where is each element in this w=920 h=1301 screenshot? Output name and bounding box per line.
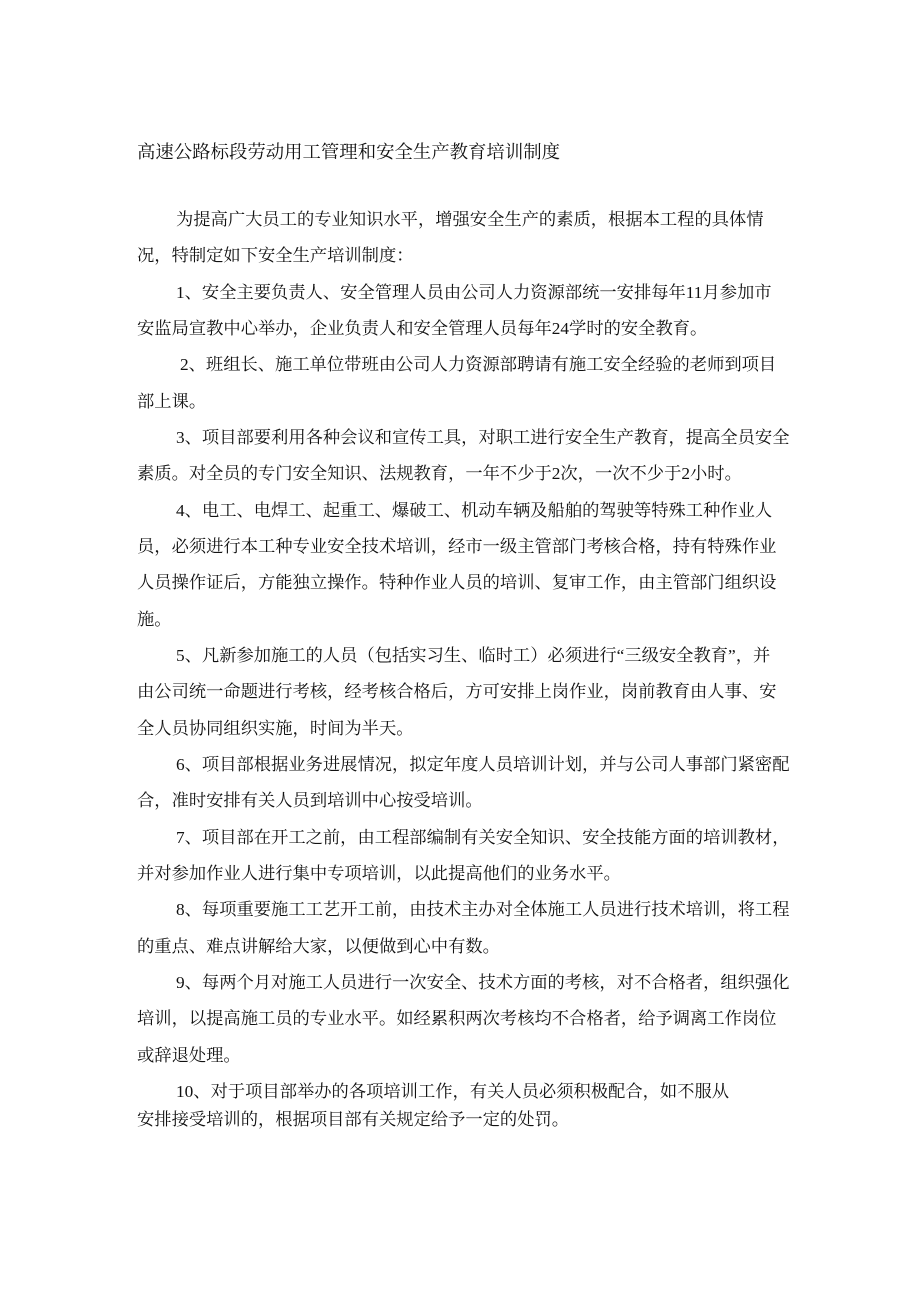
paragraph-line: 7、项目部在开工之前，由工程部编制有关安全知识、安全技能方面的培训教材， (176, 827, 790, 847)
paragraph-line: 施。 (137, 609, 172, 629)
paragraph-line: 安排接受培训的，根据项目部有关规定给予一定的处罚。 (137, 1110, 570, 1130)
paragraph-line: 1、安全主要负责人、安全管理人员由公司人力资源部统一安排每年11月参加市 (176, 282, 772, 302)
paragraph-line: 况，特制定如下安全生产培训制度： (137, 246, 414, 266)
paragraph-line: 4、电工、电焊工、起重工、爆破工、机动车辆及船舶的驾驶等特殊工种作业人 (176, 500, 773, 520)
paragraph-line: 3、项目部要利用各种会议和宣传工具，对职工进行安全生产教育，提高全员安全 (176, 427, 790, 447)
paragraph-item-2 (137, 347, 797, 420)
paragraph-item-10 (137, 1074, 797, 1139)
paragraph-item-8 (137, 892, 797, 965)
paragraph-item-7 (137, 820, 797, 893)
paragraph-line: 人员操作证后，方能独立操作。特种作业人员的培训、复审工作，由主管部门组织设 (137, 573, 777, 593)
paragraph-item-6 (137, 747, 797, 820)
paragraph-item-9 (137, 965, 797, 1074)
paragraph-line: 全人员协同组织实施，时间为半天。 (137, 718, 414, 738)
paragraph-line: 素质。对全员的专门安全知识、法规教育，一年不少于2次，一次不少于2小时。 (137, 464, 742, 484)
paragraph-line: 由公司统一命题进行考核，经考核合格后，方可安排上岗作业，岗前教育由人事、安 (137, 682, 777, 702)
paragraph-item-5 (137, 638, 797, 747)
paragraph-line: 合，准时安排有关人员到培训中心按受培训。 (137, 791, 483, 811)
paragraph-line: 5、凡新参加施工的人员（包括实习生、临时工）必须进行“三级安全教育”，并 (176, 645, 771, 665)
paragraph-line: 为提高广大员工的专业知识水平，增强安全生产的素质，根据本工程的具体情 (176, 210, 764, 229)
paragraph-line: 6、项目部根据业务进展情况，拟定年度人员培训计划，并与公司人事部门紧密配 (176, 754, 790, 774)
paragraph-intro (137, 202, 797, 275)
paragraph-line: 并对参加作业人进行集中专项培训，以此提高他们的业务水平。 (137, 863, 621, 883)
document-title: 高速公路标段劳动用工管理和安全生产教育培训制度 (137, 142, 560, 162)
paragraph-item-4 (137, 493, 797, 638)
paragraph-line: 8、每项重要施工工艺开工前，由技术主办对全体施工人员进行技术培训，将工程 (176, 900, 790, 920)
paragraph-line: 安监局宣教中心举办，企业负责人和安全管理人员每年24学时的安全教育。 (137, 318, 708, 338)
paragraph-item-3 (137, 420, 797, 493)
paragraph-line: 10、对于项目部举办的各项培训工作，有关人员必须积极配合，如不服从 (176, 1081, 730, 1101)
paragraph-line: 的重点、难点讲解给大家，以便做到心中有数。 (137, 936, 500, 956)
paragraph-line: 部上课。 (137, 391, 207, 411)
paragraph-line: 9、每两个月对施工人员进行一次安全、技术方面的考核，对不合格者，组织强化 (176, 972, 790, 992)
document-body (137, 202, 797, 1139)
paragraph-item-1 (137, 275, 797, 348)
paragraph-line: 员，必须进行本工种专业安全技术培训，经市一级主管部门考核合格，持有特殊作业 (137, 536, 777, 556)
paragraph-line: 2、班组长、施工单位带班由公司人力资源部聘请有施工安全经验的老师到项目 (180, 355, 777, 375)
paragraph-line: 培训，以提高施工员的专业水平。如经累积两次考核均不合格者，给予调离工作岗位 (137, 1009, 777, 1029)
paragraph-line: 或辞退处理。 (137, 1045, 241, 1065)
